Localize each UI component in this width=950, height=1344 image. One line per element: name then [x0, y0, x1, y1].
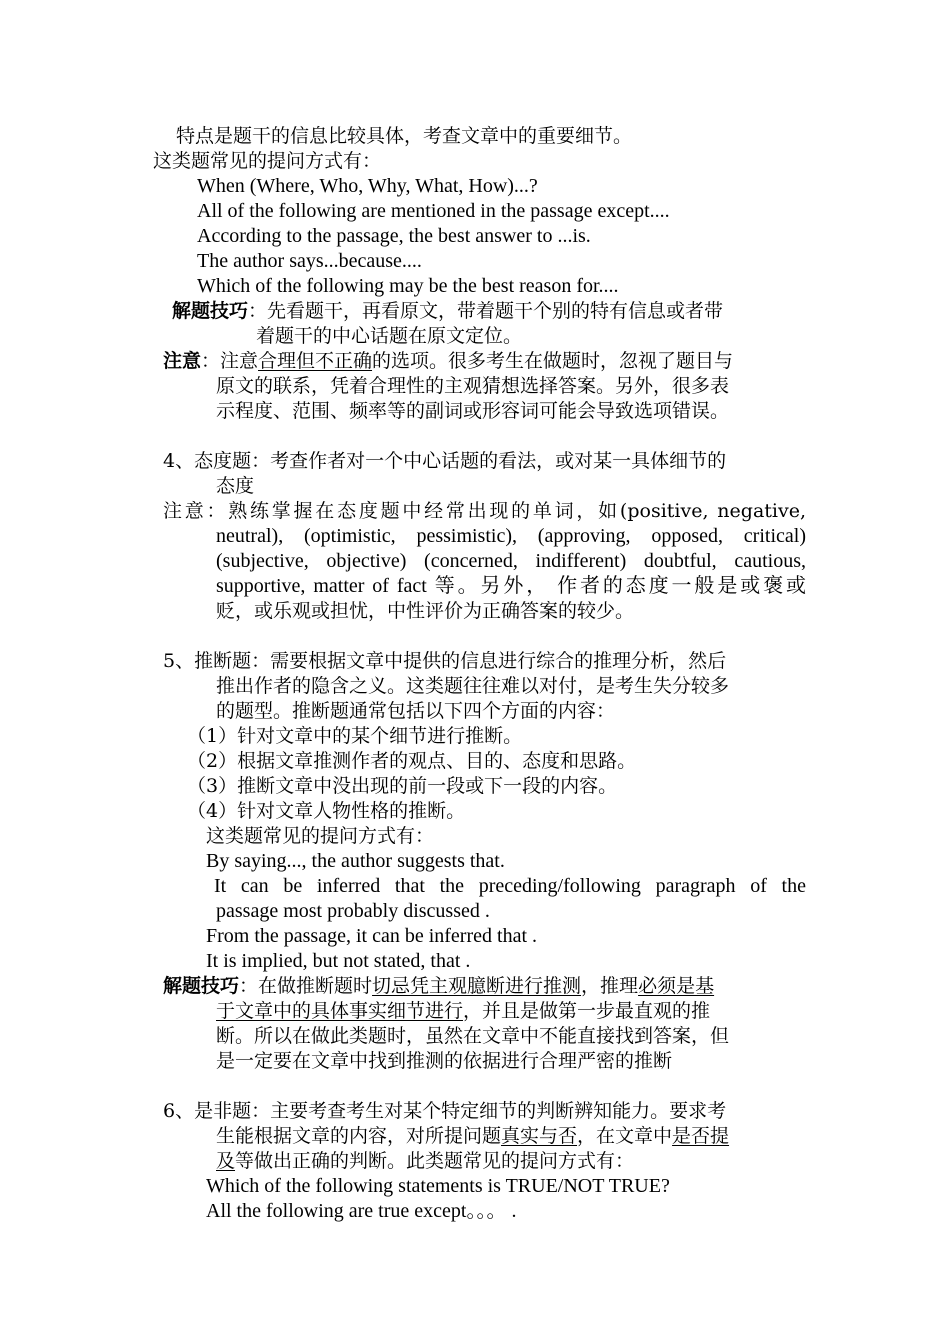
- note-line: neutral), (optimistic, pessimistic), (approving, opposed, critical): [216, 525, 806, 547]
- section-text: ，在文章中: [577, 1125, 673, 1147]
- underlined-text: 真实与否: [501, 1125, 578, 1147]
- underlined-text: 是否提: [672, 1125, 730, 1147]
- section-heading: 6、是非题：主要考查考生对某个特定细节的判断辨知能力。要求考: [163, 1100, 727, 1122]
- tip-label: 解题技巧: [163, 975, 240, 997]
- underlined-text: 切忌凭主观臆断进行推测: [372, 975, 582, 997]
- tip-text: ：先看题干，再看原文，带着题干个别的特有信息或者带: [248, 300, 724, 322]
- question-form: By saying..., the author suggests that.: [206, 850, 505, 872]
- list-item: （3）推断文章中没出现的前一段或下一段的内容。: [187, 775, 618, 797]
- note-line: 示程度、范围、频率等的副词或形容词可能会导致选项错误。: [216, 400, 730, 422]
- question-form: According to the passage, the best answer to ...is.: [197, 225, 591, 247]
- section-line: 的题型。推断题通常包括以下四个方面的内容：: [216, 700, 616, 722]
- section-line: 推出作者的隐含之义。这类题往往难以对付，是考生失分较多: [216, 675, 730, 697]
- note-line: 贬，或乐观或担忧，中性评价为正确答案的较少。: [216, 600, 635, 622]
- note-line: 注意：熟练掌握在态度题中经常出现的单词，如(positive, negative,: [163, 500, 806, 522]
- question-form: It can be inferred that the preceding/following paragraph of the: [214, 875, 806, 897]
- tip-text: ，并且是做第一步最直观的推: [463, 1000, 711, 1022]
- tip-label: 解题技巧: [172, 300, 249, 322]
- paragraph-line: 这类题常见的提问方式有：: [206, 825, 435, 847]
- tip-text: ，推理: [581, 975, 639, 997]
- tip-line: [216, 999, 710, 1024]
- question-form: Which of the following statements is TRUE/NOT TRUE?: [206, 1175, 670, 1197]
- section-text: 生能根据文章的内容，对所提问题: [216, 1125, 502, 1147]
- tip-line: 着题干的中心话题在原文定位。: [256, 325, 523, 347]
- question-form: All the following are true except。。。 .: [206, 1200, 517, 1222]
- tip-line: [172, 299, 723, 324]
- list-item: （4）针对文章人物性格的推断。: [187, 800, 466, 822]
- list-item: （1）针对文章中的某个细节进行推断。: [187, 725, 523, 747]
- question-form: From the passage, it can be inferred that .: [206, 925, 537, 947]
- section-line: [216, 1149, 634, 1174]
- underlined-text: 及: [216, 1150, 236, 1172]
- tip-line: 断。所以在做此类题时，虽然在文章中不能直接找到答案，但: [216, 1025, 730, 1047]
- note-line: supportive, matter of fact 等。另外， 作者的态度一般是或褒或: [216, 575, 806, 597]
- question-form: All of the following are mentioned in the passage except....: [197, 200, 670, 222]
- question-form: When (Where, Who, Why, What, How)...?: [197, 175, 538, 197]
- question-form: It is implied, but not stated, that .: [206, 950, 471, 972]
- section-text: 等做出正确的判断。此类题常见的提问方式有：: [235, 1150, 635, 1172]
- question-form: passage most probably discussed .: [216, 900, 490, 922]
- question-form: Which of the following may be the best reason for....: [197, 275, 619, 297]
- underlined-text: 于文章中的具体事实细节进行: [216, 1000, 464, 1022]
- underlined-text: 必须是基: [638, 975, 715, 997]
- note-text: ：注意: [201, 350, 259, 372]
- question-form: The author says...because....: [197, 250, 422, 272]
- section-heading: 4、态度题：考查作者对一个中心话题的看法，或对某一具体细节的: [163, 450, 727, 472]
- note-line: (subjective, objective) (concerned, indifferent) doubtful, cautious,: [216, 550, 806, 572]
- paragraph-line: 这类题常见的提问方式有：: [153, 150, 382, 172]
- underlined-text: 合理但不正确: [258, 350, 373, 372]
- note-text: 的选项。很多考生在做题时，忽视了题目与: [372, 350, 734, 372]
- note-line: [163, 349, 733, 374]
- section-line: [216, 1124, 729, 1149]
- tip-line: [163, 974, 714, 999]
- section-heading: 5、推断题：需要根据文章中提供的信息进行综合的推理分析，然后: [163, 650, 727, 672]
- section-line: 态度: [216, 475, 255, 497]
- paragraph-line: 特点是题干的信息比较具体，考查文章中的重要细节。: [176, 125, 633, 147]
- note-line: 原文的联系，凭着合理性的主观猜想选择答案。另外，很多表: [216, 375, 730, 397]
- tip-line: 是一定要在文章中找到推测的依据进行合理严密的推断: [216, 1050, 673, 1072]
- tip-text: ：在做推断题时: [239, 975, 373, 997]
- note-label: 注意: [163, 350, 202, 372]
- list-item: （2）根据文章推测作者的观点、目的、态度和思路。: [187, 750, 637, 772]
